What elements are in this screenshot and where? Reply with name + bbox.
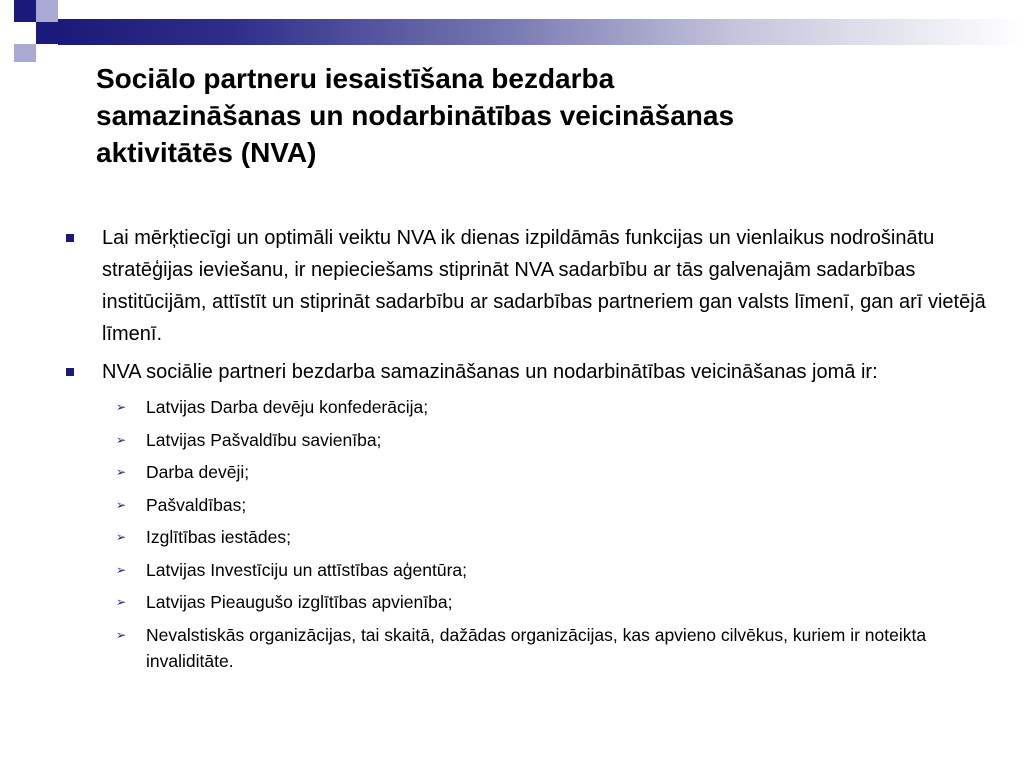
arrow-bullet-icon: ➢ <box>116 627 127 642</box>
list-item-text: Latvijas Pieaugušo izglītības apvienība; <box>146 592 453 612</box>
arrow-bullet-icon: ➢ <box>116 432 127 447</box>
bullet-item <box>60 356 990 674</box>
title-line: samazināšanas un nodarbinātības veicināšanas <box>96 100 735 131</box>
list-item-text: Pašvaldības; <box>146 494 247 515</box>
arrow-bullet-icon: ➢ <box>116 562 127 577</box>
list-item <box>102 427 990 453</box>
square-bullet-icon <box>66 368 74 376</box>
title-line: Sociālo partneru iesaistīšana bezdarba <box>96 63 615 94</box>
list-item <box>102 557 990 583</box>
slide-title <box>96 60 976 171</box>
list-item <box>102 589 990 615</box>
bullet-text: Lai mērķtiecīgi un optimāli veiktu NVA ik dienas izpildāmās funkcijas un vienlaikus nodrošinātu stratēģijas ieviešanu, ir nepieciešams stiprināt NVA sadarbību ar tās galvenajām sadarbības institūcijām, attīstīt un stiprināt sadarbību ar sadarbības partneriem gan valsts līmenī, gan arī vietējā līmenī. <box>102 227 986 345</box>
deco-square <box>14 22 36 44</box>
deco-square <box>0 22 14 44</box>
bullet-item <box>60 222 990 350</box>
bullet-text: NVA sociālie partneri bezdarba samazināšanas un nodarbinātības veicināšanas jomā ir: <box>102 361 878 383</box>
arrow-bullet-icon: ➢ <box>116 497 127 512</box>
deco-square <box>14 44 36 62</box>
square-bullet-icon <box>66 234 74 242</box>
arrow-bullet-icon: ➢ <box>116 400 127 414</box>
list-item <box>102 622 990 674</box>
list-item-text: Nevalstiskās organizācijas, tai skaitā, dažādas organizācijas, kas apvieno cilvēkus, kuriem ir noteikta invaliditāte. <box>146 624 927 671</box>
list-item-text: Latvijas Pašvaldību savienība; <box>146 429 382 450</box>
slide-content <box>60 222 990 680</box>
arrow-bullet-icon: ➢ <box>116 530 127 544</box>
list-item-text: Darba devēji; <box>146 462 250 482</box>
list-item <box>102 524 990 550</box>
arrow-bullet-icon: ➢ <box>116 595 127 609</box>
deco-square <box>36 0 58 22</box>
deco-square <box>36 22 58 44</box>
list-item <box>102 394 990 420</box>
list-item-text: Latvijas Investīciju un attīstības aģentūra; <box>146 559 468 580</box>
list-item <box>102 459 990 485</box>
list-item-text: Izglītības iestādes; <box>146 527 291 547</box>
deco-square <box>14 0 36 22</box>
arrow-bullet-icon: ➢ <box>116 465 127 479</box>
title-line: aktivitātēs (NVA) <box>96 137 317 168</box>
list-item-text: Latvijas Darba devēju konfederācija; <box>146 397 429 417</box>
partner-list <box>102 394 990 674</box>
list-item <box>102 492 990 518</box>
header-gradient-band <box>58 19 1024 45</box>
